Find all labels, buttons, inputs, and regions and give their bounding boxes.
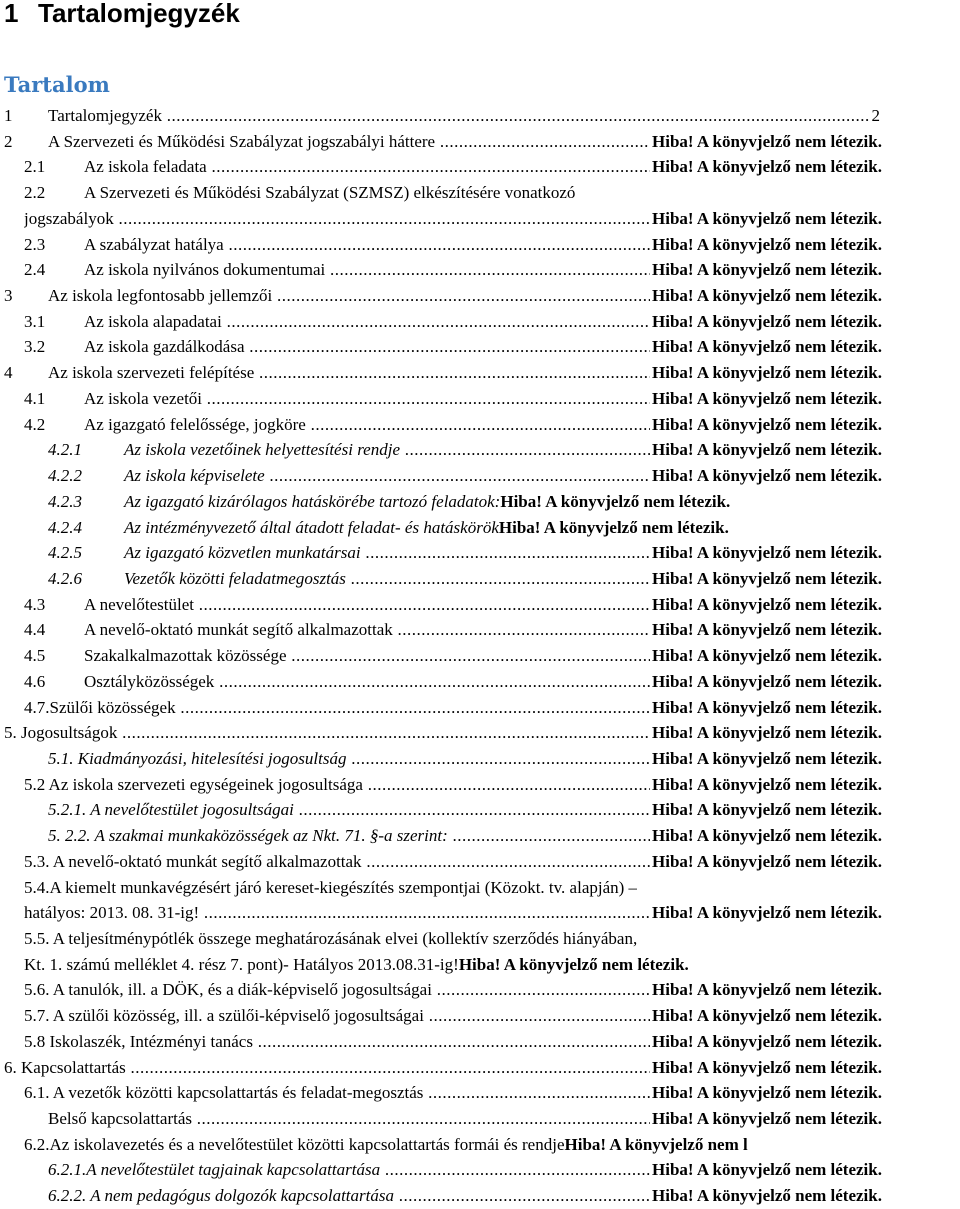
toc-entry[interactable] [0, 746, 960, 772]
toc-entry-title [24, 232, 650, 258]
toc-entry-text: Az iskola feladata [84, 157, 207, 177]
toc-entry[interactable] [0, 386, 960, 412]
toc-entry[interactable] [0, 669, 960, 695]
toc-entry-page: Hiba! A könyvjelző nem létezik. [650, 977, 882, 1003]
toc-entry-title [24, 926, 637, 952]
toc-entry[interactable] [0, 412, 960, 438]
toc-entry-title [24, 180, 575, 206]
toc-entry-page: Hiba! A könyvjelző nem létezik. [650, 566, 882, 592]
toc-entry-number: 4.6 [24, 671, 46, 691]
toc-entry-title [48, 1106, 650, 1132]
toc-entry[interactable] [0, 592, 960, 618]
toc-entry-page: 2 [870, 103, 881, 129]
toc-entry-text: 5.2.1. A nevelőtestület jogosultságai [48, 800, 294, 820]
toc-entry-page: Hiba! A könyvjelző nem létezik. [650, 643, 882, 669]
table-of-contents [0, 103, 960, 1209]
toc-title: Tartalom [4, 72, 110, 97]
toc-entry-text: Az iskola legfontosabb jellemzői [48, 286, 273, 306]
toc-entry-text: 5.4.A kiemelt munkavégzésért járó kereset-kiegészítés szempontjai (Közokt. tv. alapján) – [24, 877, 638, 897]
toc-entry-title [24, 977, 650, 1003]
toc-entry-text: A nevelő-oktató munkát segítő alkalmazottak [84, 620, 393, 640]
toc-entry-title [48, 797, 650, 823]
toc-entry[interactable] [0, 1106, 960, 1132]
toc-entry[interactable] [0, 1132, 960, 1158]
toc-entry-title [24, 386, 650, 412]
toc-entry-title [24, 334, 650, 360]
toc-entry-page: Hiba! A könyvjelző nem létezik. [498, 517, 729, 537]
toc-entry-title [4, 1055, 650, 1081]
toc-entry[interactable] [0, 515, 960, 541]
toc-entry[interactable] [0, 695, 960, 721]
toc-entry-title [24, 669, 650, 695]
toc-entry-number: 4.5 [24, 646, 46, 666]
toc-entry-title [24, 592, 650, 618]
toc-entry-number: 4.2.4 [48, 517, 82, 537]
toc-entry[interactable] [0, 540, 960, 566]
toc-entry-number: 4.3 [24, 594, 46, 614]
toc-entry[interactable] [0, 1055, 960, 1081]
toc-entry-text: 6.2.Az iskolavezetés és a nevelőtestület közötti kapcsolattartás formái és rendje [24, 1134, 565, 1154]
toc-entry-number: 4.2.3 [48, 491, 82, 511]
toc-entry-number: 4 [4, 363, 13, 383]
toc-entry[interactable] [0, 334, 960, 360]
toc-entry[interactable] [0, 489, 960, 515]
toc-entry-number: 4.2 [24, 414, 46, 434]
document-heading [4, 0, 240, 29]
toc-entry-text: A nevelőtestület [84, 594, 195, 614]
toc-entry-text: 6. Kapcsolattartás [4, 1057, 126, 1077]
toc-entry[interactable] [0, 232, 960, 258]
toc-entry-text: Az igazgató közvetlen munkatársai [124, 543, 361, 563]
toc-entry-page: Hiba! A könyvjelző nem létezik. [500, 491, 731, 511]
toc-entry-text: Tartalomjegyzék [48, 106, 162, 125]
toc-entry-page: Hiba! A könyvjelző nem létezik. [650, 437, 882, 463]
toc-entry-page: Hiba! A könyvjelző nem létezik. [650, 540, 882, 566]
toc-entry[interactable] [0, 952, 960, 978]
toc-entry-number: 4.2.5 [48, 543, 82, 563]
toc-entry-title [48, 746, 650, 772]
toc-entry[interactable] [0, 1080, 960, 1106]
toc-entry-title [48, 540, 650, 566]
toc-entry-number: 4.2.2 [48, 466, 82, 486]
toc-entry-number: 2.2 [24, 183, 46, 203]
toc-entry-page: Hiba! A könyvjelző nem létezik. [650, 849, 882, 875]
toc-entry-text: Az iskola nyilvános dokumentumai [84, 260, 326, 280]
toc-entry[interactable] [0, 437, 960, 463]
toc-entry-page: Hiba! A könyvjelző nem létezik. [650, 386, 882, 412]
toc-entry[interactable] [0, 900, 960, 926]
heading-text: Tartalomjegyzék [38, 0, 240, 28]
toc-entry-page: Hiba! A könyvjelző nem létezik. [650, 412, 882, 438]
toc-entry-text: 5.8 Iskolaszék, Intézményi tanács [24, 1031, 253, 1051]
toc-entry-title [48, 566, 650, 592]
toc-entry-page: Hiba! A könyvjelző nem létezik. [650, 1029, 882, 1055]
toc-entry-title [48, 489, 730, 515]
toc-entry[interactable] [0, 849, 960, 875]
toc-entry-title [48, 515, 729, 541]
toc-entry-title [24, 643, 650, 669]
toc-entry-title [48, 437, 650, 463]
toc-entry[interactable] [0, 257, 960, 283]
toc-entry-title [48, 463, 650, 489]
toc-entry[interactable] [0, 154, 960, 180]
toc-entry-page: Hiba! A könyvjelző nem létezik. [650, 617, 882, 643]
toc-entry-text: Kt. 1. számú melléklet 4. rész 7. pont)- Hatályos 2013.08.31-ig! [24, 954, 459, 974]
toc-entry-title [24, 309, 650, 335]
toc-entry-page: Hiba! A könyvjelző nem létezik. [650, 309, 882, 335]
toc-entry[interactable] [0, 926, 960, 952]
toc-entry-text: Az iskola szervezeti felépítése [48, 363, 255, 383]
toc-entry[interactable] [0, 463, 960, 489]
toc-entry-title [24, 1080, 650, 1106]
toc-entry[interactable] [0, 1003, 960, 1029]
toc-entry-page: Hiba! A könyvjelző nem létezik. [650, 1003, 882, 1029]
toc-entry-text: 5.2 Az iskola szervezeti egységeinek jogosultsága [24, 774, 363, 794]
toc-entry-text: A Szervezeti és Működési Szabályzat (SZMSZ) elkészítésére vonatkozó [84, 183, 576, 203]
toc-entry[interactable] [0, 206, 960, 232]
toc-entry-text: 6.2.1.A nevelőtestület tagjainak kapcsolattartása [48, 1160, 381, 1180]
toc-entry-page: Hiba! A könyvjelző nem létezik. [650, 463, 882, 489]
toc-entry-page: Hiba! A könyvjelző nem létezik. [650, 797, 882, 823]
toc-entry-text: 6.1. A vezetők közötti kapcsolattartás és feladat-megosztás [24, 1083, 424, 1103]
toc-entry-title [24, 952, 689, 978]
toc-entry-title [48, 823, 650, 849]
toc-entry[interactable] [0, 875, 960, 901]
toc-entry-text: Az iskola gazdálkodása [84, 337, 245, 357]
toc-entry-page: Hiba! A könyvjelző nem létezik. [650, 592, 882, 618]
toc-entry[interactable] [0, 103, 960, 129]
toc-entry[interactable] [0, 643, 960, 669]
toc-entry[interactable] [0, 360, 960, 386]
toc-entry-page: Hiba! A könyvjelző nem létezik. [650, 334, 882, 360]
toc-entry-title [24, 206, 650, 232]
toc-entry[interactable] [0, 180, 960, 206]
toc-entry-title [24, 695, 650, 721]
toc-entry-text: hatályos: 2013. 08. 31-ig! [24, 903, 200, 923]
toc-entry-title [24, 257, 650, 283]
toc-entry-page: Hiba! A könyvjelző nem létezik. [650, 232, 882, 258]
toc-entry-page: Hiba! A könyvjelző nem létezik. [650, 257, 882, 283]
toc-entry-text: Az iskola képviselete [124, 466, 265, 486]
toc-entry-number: 4.1 [24, 388, 46, 408]
toc-entry-number: 2.3 [24, 234, 46, 254]
toc-entry-text: Vezetők közötti feladatmegosztás [124, 568, 346, 588]
toc-entry[interactable] [0, 283, 960, 309]
toc-entry[interactable] [0, 772, 960, 798]
toc-entry-page: Hiba! A könyvjelző nem létezik. [650, 1157, 882, 1183]
toc-entry-text: 4.7.Szülői közösségek [24, 697, 176, 717]
toc-entry-text: 5.6. A tanulók, ill. a DÖK, és a diák-képviselő jogosultságai [24, 980, 432, 1000]
toc-entry-title [48, 1183, 650, 1209]
toc-entry-text: Belső kapcsolattartás [48, 1109, 192, 1129]
toc-entry-number: 2 [4, 131, 13, 151]
toc-entry-text: 5. 2.2. A szakmai munkaközösségek az Nkt. 71. §-a szerint: [48, 826, 448, 846]
toc-entry[interactable] [0, 309, 960, 335]
toc-entry-text: A szabályzat hatálya [84, 234, 224, 254]
toc-entry-title [4, 129, 650, 155]
toc-entry-page: Hiba! A könyvjelző nem létezik. [650, 772, 882, 798]
toc-entry-text: jogszabályok [24, 208, 114, 228]
toc-entry[interactable] [0, 977, 960, 1003]
toc-entry-text: Az iskola vezetői [84, 388, 203, 408]
toc-entry-page: Hiba! A könyvjelző nem létezik. [650, 669, 882, 695]
toc-entry-page: Hiba! A könyvjelző nem létezik. [650, 823, 882, 849]
toc-entry-title [24, 849, 650, 875]
toc-entry-title [4, 720, 650, 746]
toc-entry[interactable] [0, 617, 960, 643]
toc-entry-page: Hiba! A könyvjelző nem létezik. [650, 154, 882, 180]
toc-entry-text: 5.3. A nevelő-oktató munkát segítő alkalmazottak [24, 851, 362, 871]
toc-entry-title [24, 1003, 650, 1029]
toc-entry[interactable] [0, 129, 960, 155]
toc-entry-page: Hiba! A könyvjelző nem létezik. [650, 1183, 882, 1209]
toc-entry-title [4, 103, 870, 129]
toc-entry-title [24, 1029, 650, 1055]
toc-entry-title [24, 412, 650, 438]
toc-entry[interactable] [0, 823, 960, 849]
toc-entry-title [24, 154, 650, 180]
toc-entry-title [4, 283, 650, 309]
toc-entry-number: 3.2 [24, 337, 46, 357]
toc-entry-page: Hiba! A könyvjelző nem létezik. [650, 900, 882, 926]
toc-entry[interactable] [0, 720, 960, 746]
toc-entry-page: Hiba! A könyvjelző nem létezik. [650, 360, 882, 386]
toc-entry-page: Hiba! A könyvjelző nem létezik. [650, 1080, 882, 1106]
toc-entry-title [4, 360, 650, 386]
toc-entry-text: Szakalkalmazottak közössége [84, 646, 287, 666]
toc-entry-text: 5.7. A szülői közösség, ill. a szülői-képviselő jogosultságai [24, 1006, 424, 1026]
toc-entry-number: 3.1 [24, 311, 46, 331]
toc-entry-title [24, 900, 650, 926]
toc-entry-text: 5.1. Kiadmányozási, hitelesítési jogosultság [48, 748, 347, 768]
toc-entry-number: 2.1 [24, 157, 46, 177]
toc-entry-text: 5. Jogosultságok [4, 723, 118, 743]
toc-entry[interactable] [0, 797, 960, 823]
toc-entry-number: 2.4 [24, 260, 46, 280]
toc-entry-number: 4.2.1 [48, 440, 82, 460]
heading-number: 1 [4, 0, 19, 28]
toc-entry-text: Az iskola vezetőinek helyettesítési rendje [124, 440, 400, 460]
toc-entry-text: Az iskola alapadatai [84, 311, 222, 331]
toc-entry[interactable] [0, 1029, 960, 1055]
toc-entry[interactable] [0, 1157, 960, 1183]
toc-entry-number: 4.2.6 [48, 568, 82, 588]
toc-entry-title [24, 875, 637, 901]
toc-entry-page: Hiba! A könyvjelző nem létezik. [650, 283, 882, 309]
toc-entry-page: Hiba! A könyvjelző nem létezik. [650, 695, 882, 721]
toc-entry-page: Hiba! A könyvjelző nem létezik. [650, 1055, 882, 1081]
toc-entry-page: Hiba! A könyvjelző nem l [564, 1134, 748, 1154]
toc-entry-text: 5.5. A teljesítménypótlék összege meghatározásának elvei (kollektív szerződés hiányában, [24, 929, 638, 948]
toc-entry-number: 1 [4, 106, 13, 125]
toc-entry-text: Az intézményvezető által átadott feladat- és hatáskörök [124, 517, 499, 537]
toc-entry-number: 4.4 [24, 620, 46, 640]
toc-entry-text: Az igazgató felelőssége, jogköre [84, 414, 306, 434]
toc-entry-title [24, 617, 650, 643]
toc-entry-number: 3 [4, 286, 13, 306]
toc-entry[interactable] [0, 566, 960, 592]
toc-entry-page: Hiba! A könyvjelző nem létezik. [458, 954, 689, 974]
toc-entry-title [48, 1157, 650, 1183]
toc-entry-page: Hiba! A könyvjelző nem létezik. [650, 206, 882, 232]
toc-entry-text: 6.2.2. A nem pedagógus dolgozók kapcsolattartása [48, 1186, 394, 1206]
toc-entry-page: Hiba! A könyvjelző nem létezik. [650, 129, 882, 155]
toc-entry-page: Hiba! A könyvjelző nem létezik. [650, 1106, 882, 1132]
toc-entry-page: Hiba! A könyvjelző nem létezik. [650, 720, 882, 746]
toc-entry-title [24, 1132, 748, 1158]
toc-entry[interactable] [0, 1183, 960, 1209]
toc-entry-text: Osztályközösségek [84, 671, 215, 691]
toc-entry-title [24, 772, 650, 798]
toc-entry-text: A Szervezeti és Működési Szabályzat jogszabályi háttere [48, 131, 436, 151]
toc-entry-page: Hiba! A könyvjelző nem létezik. [650, 746, 882, 772]
toc-entry-text: Az igazgató kizárólagos hatáskörébe tartozó feladatok: [124, 491, 501, 511]
